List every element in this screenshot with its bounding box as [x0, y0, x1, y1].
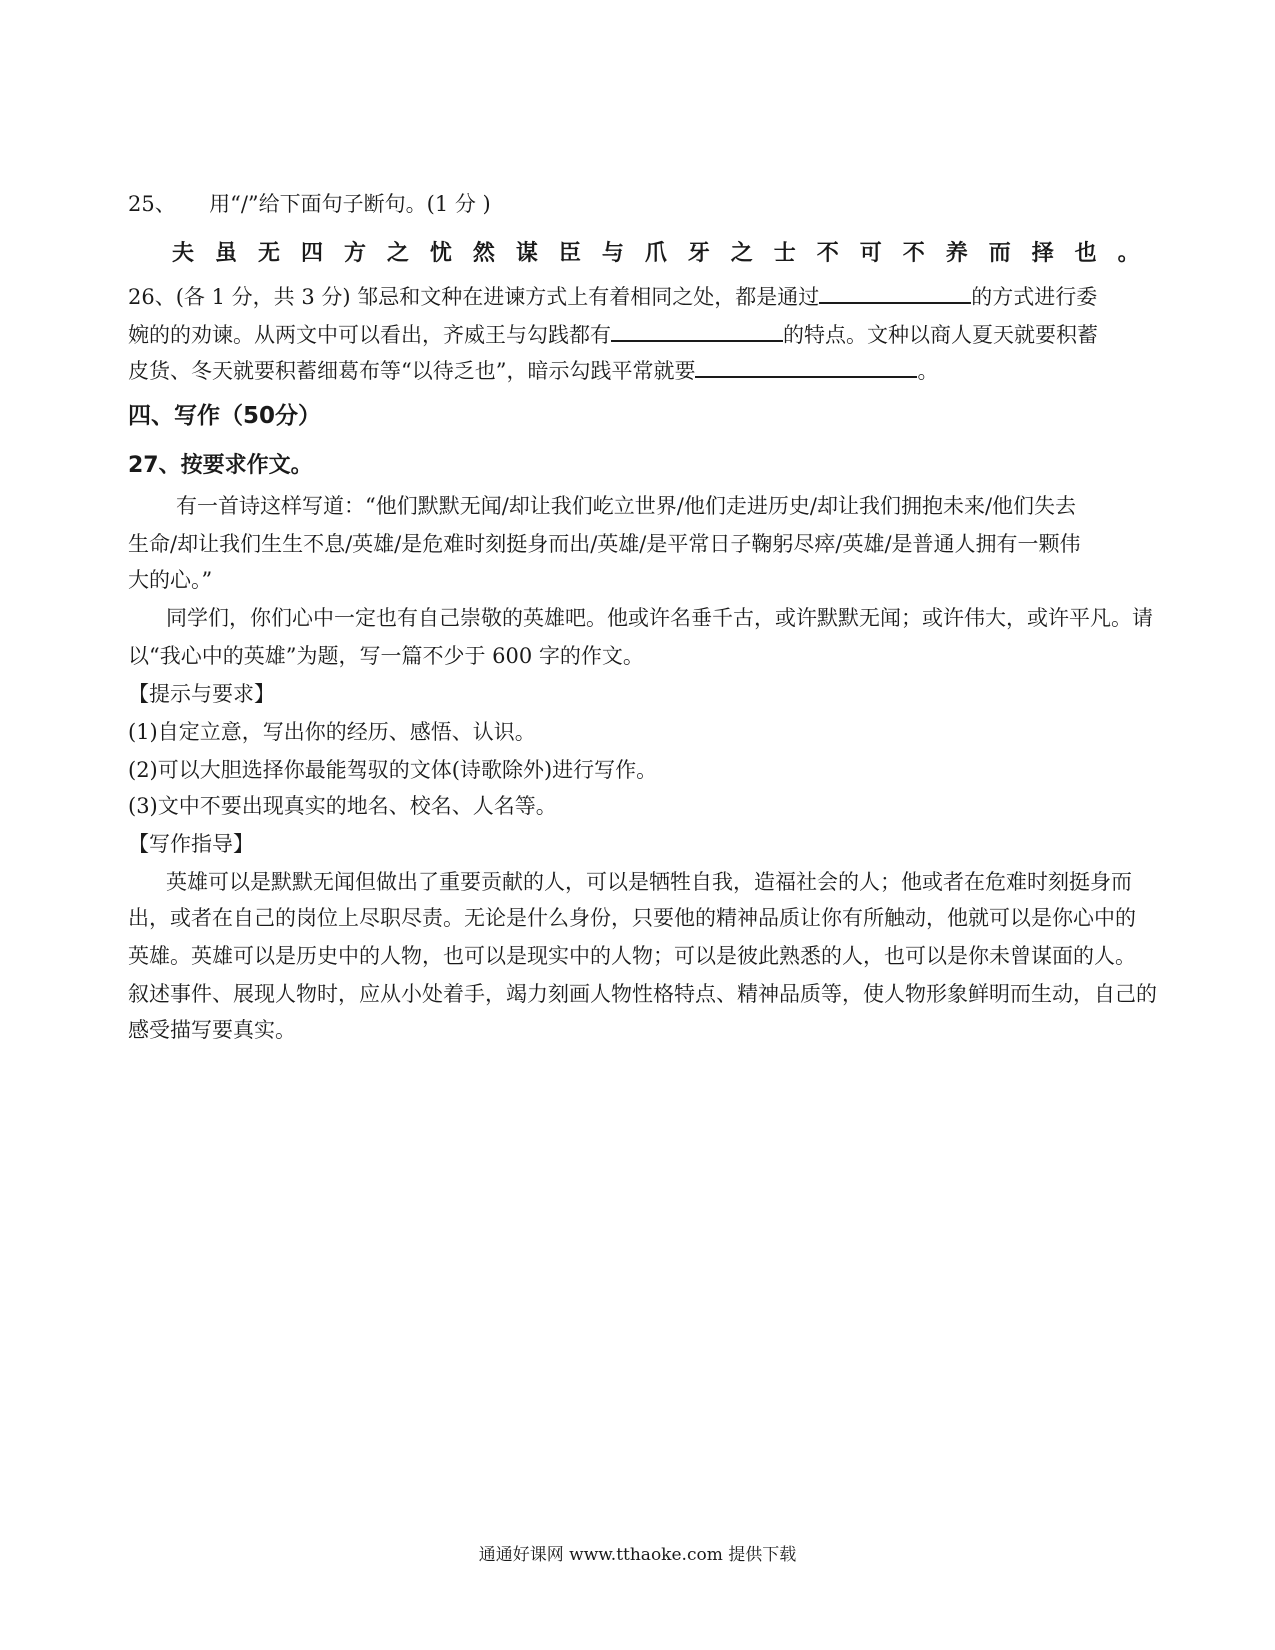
q27-poem-line-1: 有一首诗这样写道：“他们默默无闻/却让我们屹立世界/他们走进历史/却让我们拥抱未来/他们失去 [176, 494, 1077, 518]
q25-sentence-char: 可 [859, 240, 882, 266]
q25-sentence-char: 忧 [429, 240, 452, 266]
guide-line-3: 英雄。英雄可以是历史中的人物，也可以是现实中的人物；可以是彼此熟悉的人，也可以是你未曾谋面的人。 [128, 944, 1136, 968]
q25-sentence-char: 谋 [515, 240, 538, 266]
q26-line3-text-a: 皮货、冬天就要积蓄细葛布等“以待乏也”，暗示勾践平常就要 [128, 359, 696, 383]
q27-poem-line-2: 生命/却让我们生生不息/英雄/是危难时刻挺身而出/英雄/是平常日子鞠躬尽瘁/英雄/是普通人拥有一颗伟 [128, 532, 1081, 556]
q25-sentence-char: 之 [386, 240, 409, 266]
q26-line1-text-b: 的方式进行委 [971, 285, 1098, 309]
q25-prompt: 用“/”给下面句子断句。(1 分 ) [209, 192, 491, 216]
q26-line-1 [128, 280, 1148, 311]
q26-line3-text-b: 。 [917, 359, 939, 383]
q27-task-line-2: 以“我心中的英雄”为题，写一篇不少于 600 字的作文。 [128, 644, 644, 668]
guide-line-5: 感受描写要真实。 [128, 1018, 296, 1042]
q25-sentence-char: 方 [343, 240, 366, 266]
q25-sentence-char: 士 [773, 240, 796, 266]
guide-line-1: 英雄可以是默默无闻但做出了重要贡献的人，可以是牺牲自我，造福社会的人；他或者在危难时刻挺身而 [166, 870, 1132, 894]
q25-sentence-char: 而 [988, 240, 1011, 266]
q25-sentence-char: 四 [300, 240, 323, 266]
q25-sentence-char: 臣 [558, 240, 581, 266]
q25-prompt-line [128, 190, 1148, 218]
q27-title: 27、按要求作文。 [128, 453, 313, 478]
q26-line2-text-b: 的特点。文种以商人夏天就要积蓄 [783, 323, 1098, 347]
q27-task-line-1: 同学们，你们心中一定也有自己崇敬的英雄吧。他或许名垂千古，或许默默无闻；或许伟大，或许平凡。请 [166, 606, 1153, 630]
q25-sentence [172, 236, 1140, 267]
q25-sentence-char: 之 [730, 240, 753, 266]
q26-blank-1[interactable] [819, 280, 971, 304]
q26-line-2 [128, 318, 1148, 349]
q26-number: 26 [128, 285, 155, 309]
tips-heading: 【提示与要求】 [128, 682, 275, 706]
q25-sentence-char: 与 [601, 240, 624, 266]
q25-sentence-char: 无 [257, 240, 280, 266]
q25-sentence-char: 牙 [687, 240, 710, 266]
q25-sentence-char: 夫 [172, 240, 195, 266]
q26-line-3 [128, 354, 1148, 385]
q25-sentence-char: 不 [902, 240, 925, 266]
guide-heading: 【写作指导】 [128, 832, 254, 856]
q26-blank-2[interactable] [611, 318, 783, 342]
q26-line1-text-a: 、(各 1 分，共 3 分) 邹忌和文种在进谏方式上有着相同之处，都是通过 [154, 285, 820, 309]
q25-sentence-char: 。 [1117, 240, 1140, 266]
q26-line2-text-a: 婉的的劝谏。从两文中可以看出，齐威王与勾践都有 [128, 323, 611, 347]
q25-sentence-char: 也 [1074, 240, 1097, 266]
q25-sentence-char: 虽 [214, 240, 237, 266]
guide-line-4: 叙述事件、展现人物时，应从小处着手，竭力刻画人物性格特点、精神品质等，使人物形象鲜明而生动，自己的 [128, 982, 1157, 1006]
tip-1: (1)自定立意，写出你的经历、感悟、认识。 [128, 720, 536, 744]
section-4-title: 四、写作（50分） [128, 403, 322, 429]
q25-sentence-char: 然 [472, 240, 495, 266]
q25-sentence-char: 择 [1031, 240, 1054, 266]
guide-line-2: 出，或者在自己的岗位上尽职尽责。无论是什么身份，只要他的精神品质让你有所触动，他就可以是你心中的 [128, 906, 1136, 930]
tip-2: (2)可以大胆选择你最能驾驭的文体(诗歌除外)进行写作。 [128, 758, 658, 782]
q25-sentence-char: 不 [816, 240, 839, 266]
q27-poem-line-3: 大的心。” [128, 568, 213, 592]
q25-sentence-char: 养 [945, 240, 968, 266]
q26-blank-3[interactable] [695, 354, 917, 378]
q25-sentence-char: 爪 [644, 240, 667, 266]
tip-3: (3)文中不要出现真实的地名、校名、人名等。 [128, 794, 557, 818]
footer-credit: 通通好课网 www.tthaoke.com 提供下载 [478, 1545, 797, 1565]
q25-number: 25、 [128, 192, 176, 216]
